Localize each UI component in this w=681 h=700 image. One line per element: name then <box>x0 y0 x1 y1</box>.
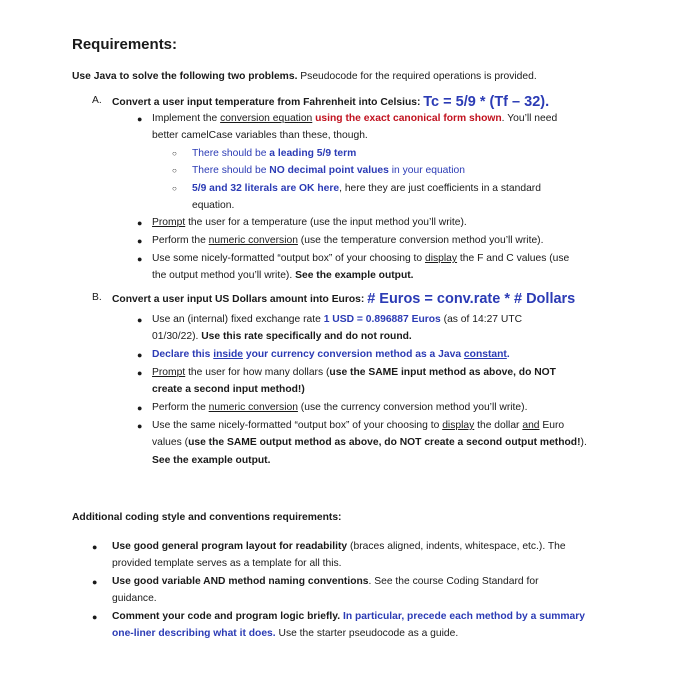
celsius-formula: Tc = 5/9 * (Tf – 32). <box>423 94 550 110</box>
part-b-bullet-3-line-2: create a second input method!) <box>152 384 305 395</box>
euros-formula: # Euros = conv.rate * # Dollars <box>367 291 576 307</box>
part-a-bullet-1: Implement the conversion equation using the exact canonical form shown. You’ll need <box>152 113 558 124</box>
part-a-title: Convert a user input temperature from Fahrenheit into Celsius: Tc = 5/9 * (Tf – 32). <box>112 94 550 110</box>
part-b-letter: B. <box>92 292 102 303</box>
part-a-letter: A. <box>92 95 102 106</box>
part-a-bullet-4-line-2: the output method you’ll write). See the example output. <box>152 270 414 281</box>
part-b-bullet-1-line-2: 01/30/22). Use this rate specifically and do not round. <box>152 331 412 342</box>
bullet-icon: ● <box>137 218 143 228</box>
additional-item-3-line-2: one-liner describing what it does. Use the starter pseudocode as a guide. <box>112 628 459 639</box>
bullet-icon: ● <box>92 542 98 552</box>
requirements-heading: Requirements: <box>72 36 178 53</box>
part-a-bullet-2: Prompt the user for a temperature (use the input method you’ll write). <box>152 217 467 228</box>
part-b-bullet-3: Prompt the user for how many dollars (use the SAME input method as above, do NOT <box>152 367 556 378</box>
bullet-icon: ● <box>92 577 98 587</box>
bullet-icon: ● <box>137 315 143 325</box>
part-a-sub-1: There should be a leading 5/9 term <box>192 148 357 159</box>
part-b-title: Convert a user input US Dollars amount into Euros: # Euros = conv.rate * # Dollars <box>112 291 576 307</box>
additional-item-1: Use good general program layout for readability (braces aligned, indents, whitespace, etc.). The <box>112 541 566 552</box>
intro-line: Use Java to solve the following two problems. Pseudocode for the required operations is provided. <box>72 71 537 82</box>
part-a-sub-3: 5/9 and 32 literals are OK here, here they are just coefficients in a standard <box>192 183 541 194</box>
part-a-bullet-1-line-2: better camelCase variables than these, though. <box>152 130 368 141</box>
bullet-icon: ● <box>137 421 143 431</box>
additional-item-3: Comment your code and program logic briefly. In particular, precede each method by a summary <box>112 611 586 622</box>
part-b-bullet-5: Use the same nicely-formatted “output box” of your choosing to display the dollar and Euro <box>152 420 565 431</box>
sub-bullet-icon: ○ <box>172 166 177 175</box>
additional-item-2-line-2: guidance. <box>112 593 157 604</box>
additional-item-1-line-2: provided template serves as a template for all this. <box>112 558 342 569</box>
sub-bullet-icon: ○ <box>172 149 177 158</box>
part-b-bullet-2: Declare this inside your currency conversion method as a Java constant. <box>152 349 510 360</box>
part-b-bullet-5-line-3: See the example output. <box>152 455 271 466</box>
part-b-bullet-4: Perform the numeric conversion (use the currency conversion method you’ll write). <box>152 402 528 413</box>
part-a-bullet-4: Use some nicely-formatted “output box” of your choosing to display the F and C values (use <box>152 253 570 264</box>
bullet-icon: ● <box>137 368 143 378</box>
part-b-bullet-5-line-2: values (use the SAME output method as above, do NOT create a second output method!). <box>152 437 587 448</box>
additional-heading: Additional coding style and conventions requirements: <box>72 512 342 523</box>
sub-bullet-icon: ○ <box>172 184 177 193</box>
bullet-icon: ● <box>137 114 143 124</box>
part-a-bullet-3: Perform the numeric conversion (use the temperature conversion method you’ll write). <box>152 235 544 246</box>
part-b-bullet-1: Use an (internal) fixed exchange rate 1 USD = 0.896887 Euros (as of 14:27 UTC <box>152 314 523 325</box>
part-a-sub-2: There should be NO decimal point values in your equation <box>192 165 466 176</box>
bullet-icon: ● <box>137 236 143 246</box>
part-a-sub-3-line-2: equation. <box>192 200 235 211</box>
bullet-icon: ● <box>137 254 143 264</box>
bullet-icon: ● <box>92 612 98 622</box>
bullet-icon: ● <box>137 403 143 413</box>
additional-item-2: Use good variable AND method naming conventions. See the course Coding Standard for <box>112 576 539 587</box>
bullet-icon: ● <box>137 350 143 360</box>
